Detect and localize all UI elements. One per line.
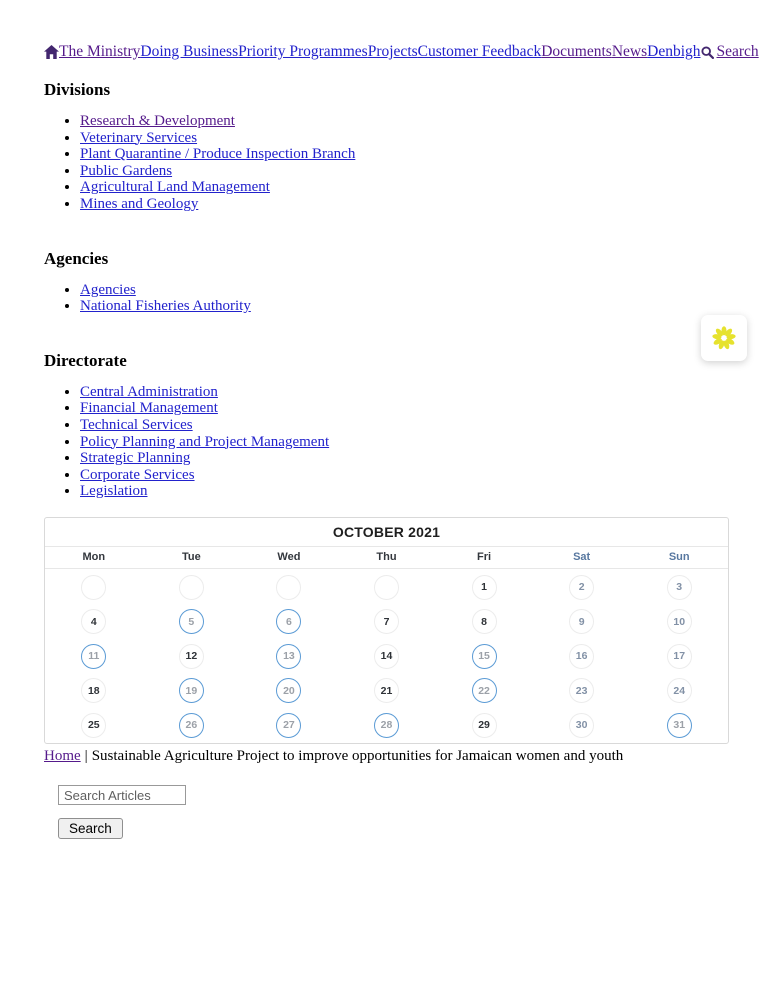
article-search-input[interactable]	[58, 785, 186, 805]
top-nav	[44, 43, 759, 61]
calendar-day-event[interactable]: 6	[276, 609, 301, 634]
nav-item-documents[interactable]: Documents	[541, 43, 612, 60]
calendar-day-event[interactable]: 31	[667, 713, 692, 738]
section-heading-directorate: Directorate	[44, 350, 127, 370]
list-item	[80, 163, 729, 180]
list-item	[80, 282, 729, 299]
divisions-list	[44, 113, 729, 213]
calendar-day-event[interactable]: 13	[276, 644, 301, 669]
list-item	[80, 146, 729, 163]
link-veterinary-services[interactable]: Veterinary Services	[80, 129, 198, 146]
list-item	[80, 298, 729, 315]
weekday-label-mon: Mon	[82, 551, 106, 564]
nav-item-the-ministry[interactable]: The Ministry	[59, 43, 141, 60]
calendar-day: 25	[81, 713, 106, 738]
calendar-grid	[45, 569, 728, 744]
nav-item-news[interactable]: News	[611, 43, 648, 60]
calendar-day-event[interactable]: 26	[179, 713, 204, 738]
list-item	[80, 434, 729, 451]
list-item	[80, 130, 729, 147]
weekday-label-wed: Wed	[277, 551, 301, 564]
link-financial-management[interactable]: Financial Management	[80, 400, 218, 417]
nav-item-doing-business[interactable]: Doing Business	[140, 43, 239, 60]
list-item	[80, 450, 729, 467]
calendar-day: 24	[667, 678, 692, 703]
list-item	[80, 417, 729, 434]
breadcrumb-separator: |	[84, 748, 88, 765]
link-mines-and-geology[interactable]: Mines and Geology	[80, 195, 199, 212]
nav-item-priority-programmes[interactable]: Priority Programmes	[238, 43, 368, 60]
link-technical-services[interactable]: Technical Services	[80, 416, 193, 433]
nav-search-link[interactable]	[701, 43, 759, 61]
accessibility-flower-icon	[710, 324, 738, 352]
calendar-day-empty	[276, 575, 301, 600]
calendar-week-row	[45, 639, 728, 674]
weekday-label-tue: Tue	[181, 551, 201, 564]
calendar-day: 17	[667, 644, 692, 669]
nav-item-projects[interactable]: Projects	[367, 43, 418, 60]
list-item	[80, 483, 729, 500]
nav-item-denbigh[interactable]: Denbigh	[647, 43, 701, 60]
article-search-button[interactable]: Search	[58, 818, 123, 839]
calendar-day-empty	[81, 575, 106, 600]
link-corporate-services[interactable]: Corporate Services	[80, 466, 195, 483]
calendar-day: 16	[569, 644, 594, 669]
calendar-week-row	[45, 604, 728, 639]
accessibility-widget-button[interactable]	[701, 315, 747, 361]
calendar-day: 30	[569, 713, 594, 738]
section-heading-divisions: Divisions	[44, 80, 111, 99]
calendar-day: 1	[472, 575, 497, 600]
section-heading-agencies: Agencies	[44, 248, 109, 268]
list-item	[80, 113, 729, 130]
calendar-week-row	[45, 570, 728, 605]
link-central-administration[interactable]: Central Administration	[80, 383, 218, 400]
list-item	[80, 400, 729, 417]
calendar-day-event[interactable]: 11	[81, 644, 106, 669]
calendar-day-event[interactable]: 28	[374, 713, 399, 738]
calendar-day: 2	[569, 575, 594, 600]
calendar-week-row	[45, 673, 728, 708]
weekday-label-sat: Sat	[573, 551, 591, 564]
link-research-development[interactable]: Research & Development	[80, 113, 235, 129]
calendar-day-event[interactable]: 20	[276, 678, 301, 703]
article-title: Sustainable Agriculture Project to improve opportunities for Jamaican women and youth	[91, 748, 624, 765]
calendar-day: 18	[81, 678, 106, 703]
breadcrumb	[44, 748, 729, 765]
link-public-gardens[interactable]: Public Gardens	[80, 162, 173, 179]
calendar-day: 29	[472, 713, 497, 738]
calendar-title: OCTOBER 2021	[45, 518, 728, 547]
list-item	[80, 467, 729, 484]
link-national-fisheries-authority[interactable]: National Fisheries Authority	[80, 298, 251, 315]
weekday-label-sun: Sun	[668, 551, 690, 564]
calendar-day: 7	[374, 609, 399, 634]
link-policy-planning[interactable]: Policy Planning and Project Management	[80, 433, 330, 450]
calendar-day: 8	[472, 609, 497, 634]
calendar-day: 21	[374, 678, 399, 703]
link-agricultural-land-management[interactable]: Agricultural Land Management	[80, 179, 270, 196]
calendar-weekday-header	[45, 547, 728, 569]
events-calendar	[44, 517, 729, 745]
link-legislation[interactable]: Legislation	[80, 483, 148, 500]
calendar-day-event[interactable]: 15	[472, 644, 497, 669]
calendar-day: 3	[667, 575, 692, 600]
directorate-list	[44, 384, 729, 500]
list-item	[80, 384, 729, 401]
link-strategic-planning[interactable]: Strategic Planning	[80, 450, 191, 467]
search-icon	[701, 46, 714, 59]
home-link[interactable]	[44, 45, 59, 59]
weekday-label-fri: Fri	[477, 551, 492, 564]
calendar-day-empty	[374, 575, 399, 600]
calendar-week-row	[45, 708, 728, 743]
calendar-day: 9	[569, 609, 594, 634]
calendar-day-event[interactable]: 19	[179, 678, 204, 703]
weekday-label-thu: Thu	[376, 551, 397, 564]
calendar-day: 12	[179, 644, 204, 669]
calendar-day: 4	[81, 609, 106, 634]
calendar-day-event[interactable]: 22	[472, 678, 497, 703]
calendar-day: 14	[374, 644, 399, 669]
link-plant-quarantine[interactable]: Plant Quarantine / Produce Inspection Branch	[80, 146, 356, 163]
calendar-day-event[interactable]: 5	[179, 609, 204, 634]
list-item	[80, 196, 729, 213]
nav-search-label: Search	[716, 43, 759, 60]
calendar-day-empty	[179, 575, 204, 600]
list-item	[80, 179, 729, 196]
calendar-day: 10	[667, 609, 692, 634]
home-breadcrumb-link[interactable]: Home	[44, 748, 81, 765]
agencies-list	[44, 282, 729, 315]
calendar-day: 23	[569, 678, 594, 703]
calendar-day-event[interactable]: 27	[276, 713, 301, 738]
nav-item-customer-feedback[interactable]: Customer Feedback	[417, 43, 542, 60]
home-icon	[44, 45, 59, 59]
link-agencies[interactable]: Agencies	[80, 281, 136, 298]
